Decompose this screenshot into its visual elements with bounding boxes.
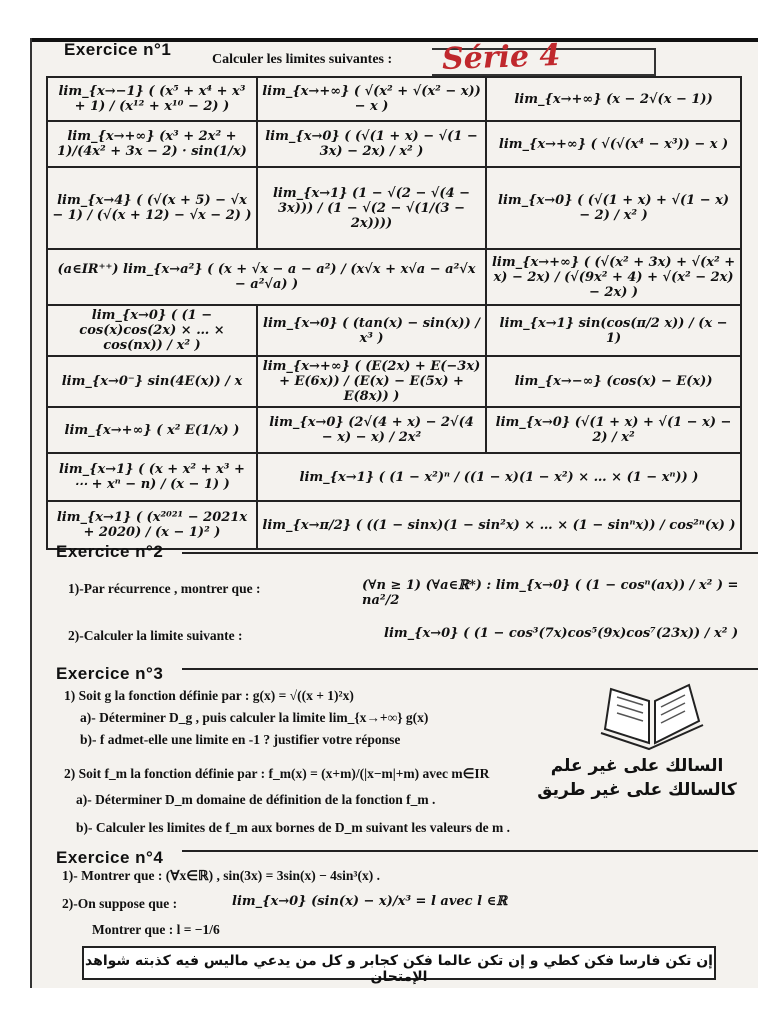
series-label: Série 4 bbox=[441, 37, 561, 78]
footer-quote: إن تكن فارسا فكن كطي و إن تكن عالما فكن كجابر و كل من يدعي ماليس فيه كذبته شواهد الإمتحان bbox=[85, 953, 713, 985]
table-row bbox=[47, 167, 741, 249]
exercise3-q1b: b)- f admet-elle une limite en -1 ? justifier votre réponse bbox=[80, 732, 401, 747]
limit-cell: lim_{x→4} ( (√(x + 5) − √x − 1) / (√(x + 12) − √x − 2) ) bbox=[47, 167, 257, 249]
arabic-proverb-line1: السالك على غير علم bbox=[550, 756, 724, 776]
limit-cell: lim_{x→0} (√(1 + x) + √(1 − x) − 2) / x² bbox=[486, 407, 741, 453]
exercise1-instruction: Calculer les limites suivantes : bbox=[212, 52, 393, 67]
limit-cell: lim_{x→−1} ( (x⁵ + x⁴ + x³ + 1) / (x¹² + x¹⁰ − 2) ) bbox=[47, 77, 257, 121]
table-row bbox=[47, 356, 741, 407]
exercise4-q2-formula: lim_{x→0} (sin(x) − x)/x³ = l avec l ∈ℝ bbox=[232, 894, 508, 909]
table-row bbox=[47, 305, 741, 356]
limit-cell: lim_{x→+∞} (x³ + 2x² + 1)/(4x² + 3x − 2) · sin(1/x) bbox=[47, 121, 257, 167]
exercise4-q1: 1)- Montrer que : (∀x∈ℝ) , sin(3x) = 3sin(x) − 4sin³(x) . bbox=[62, 868, 380, 883]
exercise2-q2-label: 2)-Calculer la limite suivante : bbox=[68, 628, 243, 643]
limit-cell: lim_{x→0⁻} sin(4E(x)) / x bbox=[47, 356, 257, 407]
table-row bbox=[47, 407, 741, 453]
limit-cell: lim_{x→π/2} ( ((1 − sinx)(1 − sin²x) × … × (1 − sinⁿx)) / cos²ⁿ(x) ) bbox=[257, 501, 741, 549]
table-row bbox=[47, 77, 741, 121]
worksheet bbox=[30, 38, 758, 988]
exercise4-q2-show: Montrer que : l = −1/6 bbox=[92, 922, 220, 937]
exercise2-q1-label: 1)-Par récurrence , montrer que : bbox=[68, 581, 261, 596]
arabic-proverb-line2: كالسالك على غير طريق bbox=[537, 780, 737, 800]
divider bbox=[182, 668, 758, 670]
limit-cell: lim_{x→1} ( (x²⁰²¹ − 2021x + 2020) / (x − 1)² ) bbox=[47, 501, 257, 549]
limit-cell: lim_{x→0} (2√(4 + x) − 2√(4 − x) − x) / 2x² bbox=[257, 407, 486, 453]
divider bbox=[182, 552, 758, 554]
footer-quote-box bbox=[82, 946, 716, 985]
limit-cell: lim_{x→0} ( (1 − cos(x)cos(2x) × … × cos(nx)) / x² ) bbox=[47, 305, 257, 356]
exercise4-title: Exercice n°4 bbox=[56, 848, 164, 867]
exercise3-title: Exercice n°3 bbox=[56, 664, 164, 683]
limit-cell: lim_{x→0} ( (tan(x) − sin(x)) / x³ ) bbox=[257, 305, 486, 356]
divider bbox=[182, 850, 758, 852]
table-row bbox=[47, 453, 741, 501]
exercise3-q1a: a)- Déterminer D_g , puis calculer la limite lim_{x→+∞} g(x) bbox=[80, 710, 429, 725]
limit-cell: lim_{x→0} ( (√(1 + x) + √(1 − x) − 2) / x² ) bbox=[486, 167, 741, 249]
limit-cell: lim_{x→+∞} ( (E(2x) + E(−3x) + E(6x)) / (E(x) − E(5x) + E(8x)) ) bbox=[257, 356, 486, 407]
limit-cell: lim_{x→1} ( (1 − x²)ⁿ / ((1 − x)(1 − x²) × … × (1 − xⁿ)) ) bbox=[257, 453, 741, 501]
limit-cell: lim_{x→+∞} ( (√(x² + 3x) + √(x² + x) − 2x) / (√(9x² + 4) + √(x² − 2x) − 2x) ) bbox=[486, 249, 741, 305]
limit-cell: lim_{x→1} ( (x + x² + x³ + ⋯ + xⁿ − n) / (x − 1) ) bbox=[47, 453, 257, 501]
limit-cell: lim_{x→0} ( (√(1 + x) − √(1 − 3x) − 2x) / x² ) bbox=[257, 121, 486, 167]
exercise1-title: Exercice n°1 bbox=[64, 40, 172, 59]
open-book-icon bbox=[597, 683, 707, 755]
limits-table bbox=[46, 76, 742, 550]
limit-cell: lim_{x→+∞} ( √(√(x⁴ − x³)) − x ) bbox=[486, 121, 741, 167]
exercise2-q2-formula: lim_{x→0} ( (1 − cos³(7x)cos⁵(9x)cos⁷(23x)) / x² ) bbox=[384, 626, 739, 641]
table-row bbox=[47, 249, 741, 305]
limit-cell: lim_{x→1} sin(cos(π/2 x)) / (x − 1) bbox=[486, 305, 741, 356]
limit-cell: lim_{x→+∞} (x − 2√(x − 1)) bbox=[486, 77, 741, 121]
limit-cell: lim_{x→−∞} (cos(x) − E(x)) bbox=[486, 356, 741, 407]
limit-cell: lim_{x→+∞} ( x² E(1/x) ) bbox=[47, 407, 257, 453]
exercise2-q1-formula: (∀n ≥ 1) (∀a∈ℝ*) : lim_{x→0} ( (1 − cosⁿ(ax)) / x² ) = na²/2 bbox=[362, 578, 739, 608]
exercise4-q2-label: 2)-On suppose que : bbox=[62, 896, 178, 911]
limit-cell: lim_{x→1} (1 − √(2 − √(4 − 3x))) / (1 − √(2 − √(1/(3 − 2x)))) bbox=[257, 167, 486, 249]
table-row bbox=[47, 121, 741, 167]
exercise2-title: Exercice n°2 bbox=[56, 542, 164, 561]
exercise3-q1: 1) Soit g la fonction définie par : g(x) = √((x + 1)²x) bbox=[64, 688, 354, 703]
limit-cell: lim_{x→+∞} ( √(x² + √(x² − x)) − x ) bbox=[257, 77, 486, 121]
exercise3-q2: 2) Soit f_m la fonction définie par : f_m(x) = (x+m)/(|x−m|+m) avec m∈IR bbox=[64, 766, 490, 781]
limit-cell: (a∈IR⁺⁺) lim_{x→a²} ( (x + √x − a − a²) / (x√x + x√a − a²√x − a²√a) ) bbox=[47, 249, 486, 305]
exercise3-q2a: a)- Déterminer D_m domaine de définition de la fonction f_m . bbox=[76, 792, 436, 807]
exercise3-q2b: b)- Calculer les limites de f_m aux bornes de D_m suivant les valeurs de m . bbox=[76, 820, 510, 835]
